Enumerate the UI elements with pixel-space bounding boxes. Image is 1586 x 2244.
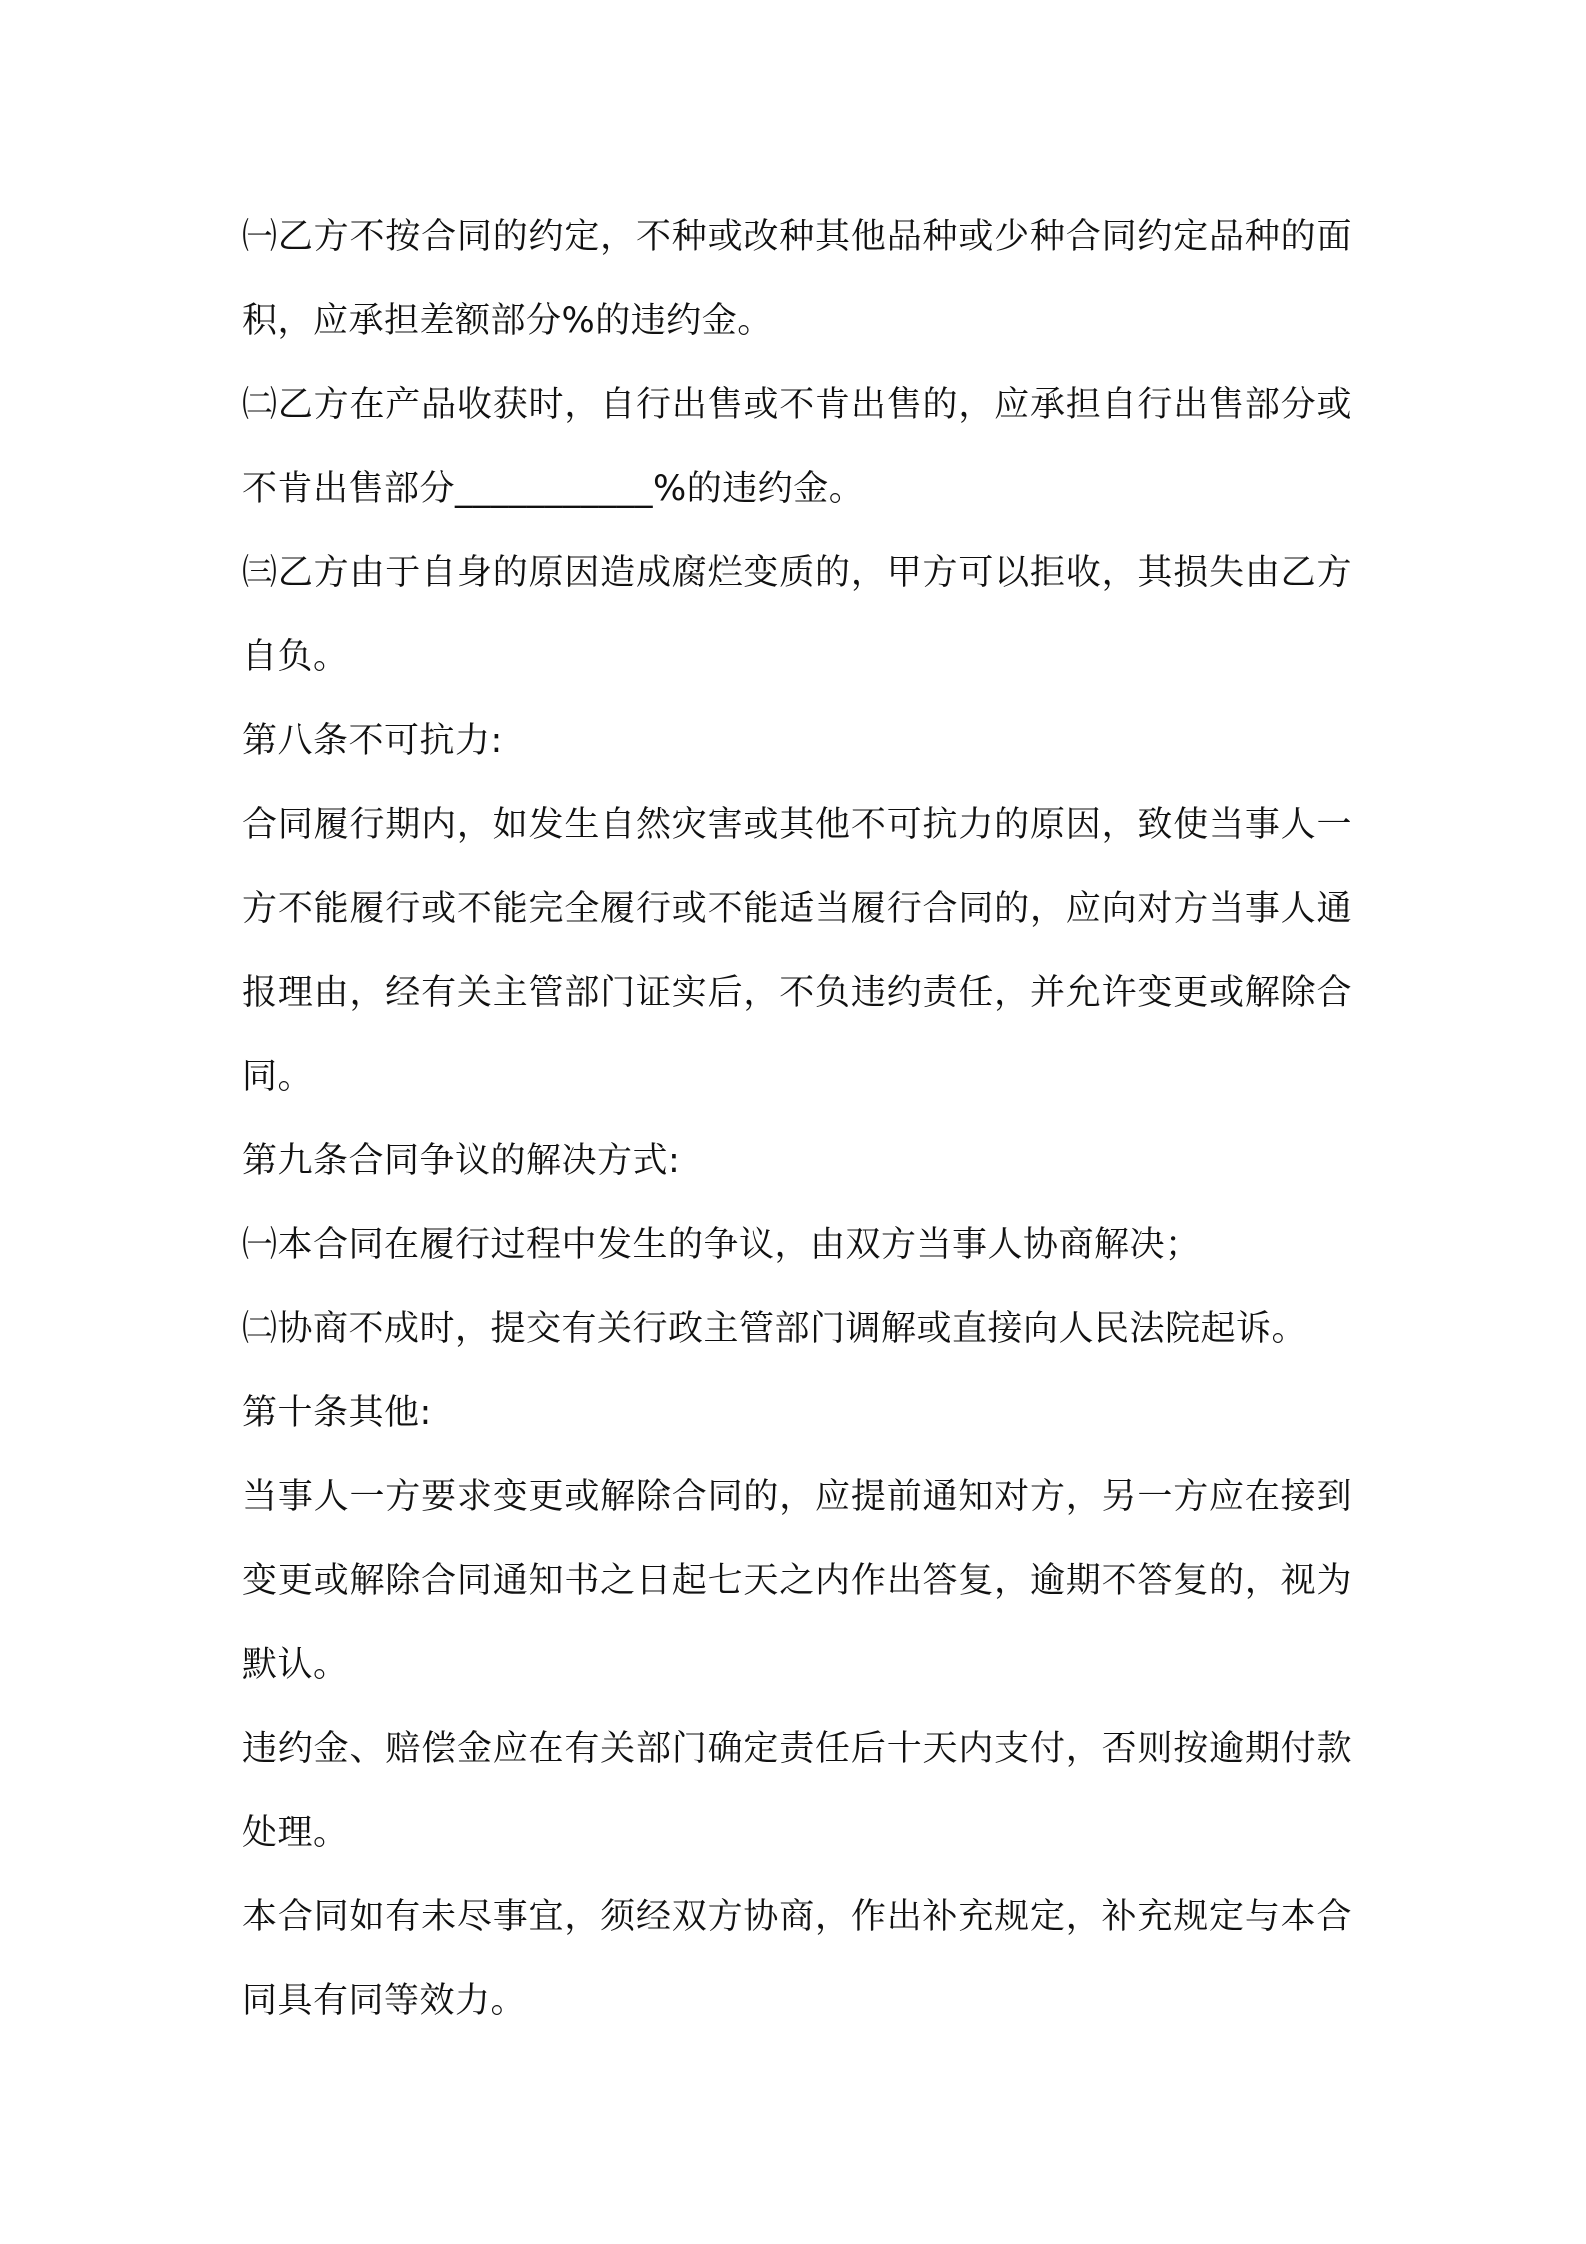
- article-8-body: 合同履行期内，如发生自然灾害或其他不可抗力的原因，致使当事人一方不能履行或不能完全履行或不能适当履行合同的，应向对方当事人通报理由，经有关主管部门证实后，不负违约责任，并允许变更或解除合同。: [242, 805, 1352, 1097]
- clause-7-item-1: ㈠乙方不按合同的约定，不种或改种其他品种或少种合同约定品种的面积，应承担差额部分%的违约金。: [242, 217, 1352, 341]
- article-8-heading: 第八条不可抗力:: [242, 721, 503, 761]
- article-9-item-2: ㈡协商不成时，提交有关行政主管部门调解或直接向人民法院起诉。: [242, 1309, 1308, 1349]
- article-9-item-1: ㈠本合同在履行过程中发生的争议，由双方当事人协商解决；: [242, 1225, 1201, 1265]
- article-10-heading: 第十条其他:: [242, 1393, 432, 1433]
- article-10-body-3: 本合同如有未尽事宜，须经双方协商，作出补充规定，补充规定与本合同具有同等效力。: [242, 1897, 1352, 2021]
- article-10-body-2: 违约金、赔偿金应在有关部门确定责任后十天内支付，否则按逾期付款处理。: [242, 1729, 1352, 1853]
- article-9-heading: 第九条合同争议的解决方式:: [242, 1141, 681, 1181]
- clause-7-item-2: ㈡乙方在产品收获时，自行出售或不肯出售的，应承担自行出售部分或不肯出售部分___________%的违约金。: [242, 385, 1352, 509]
- document-page: [242, 195, 1352, 2043]
- article-10-body-1: 当事人一方要求变更或解除合同的，应提前通知对方，另一方应在接到变更或解除合同通知书之日起七天之内作出答复，逾期不答复的，视为默认。: [242, 1477, 1352, 1685]
- clause-7-item-3: ㈢乙方由于自身的原因造成腐烂变质的，甲方可以拒收，其损失由乙方自负。: [242, 553, 1352, 677]
